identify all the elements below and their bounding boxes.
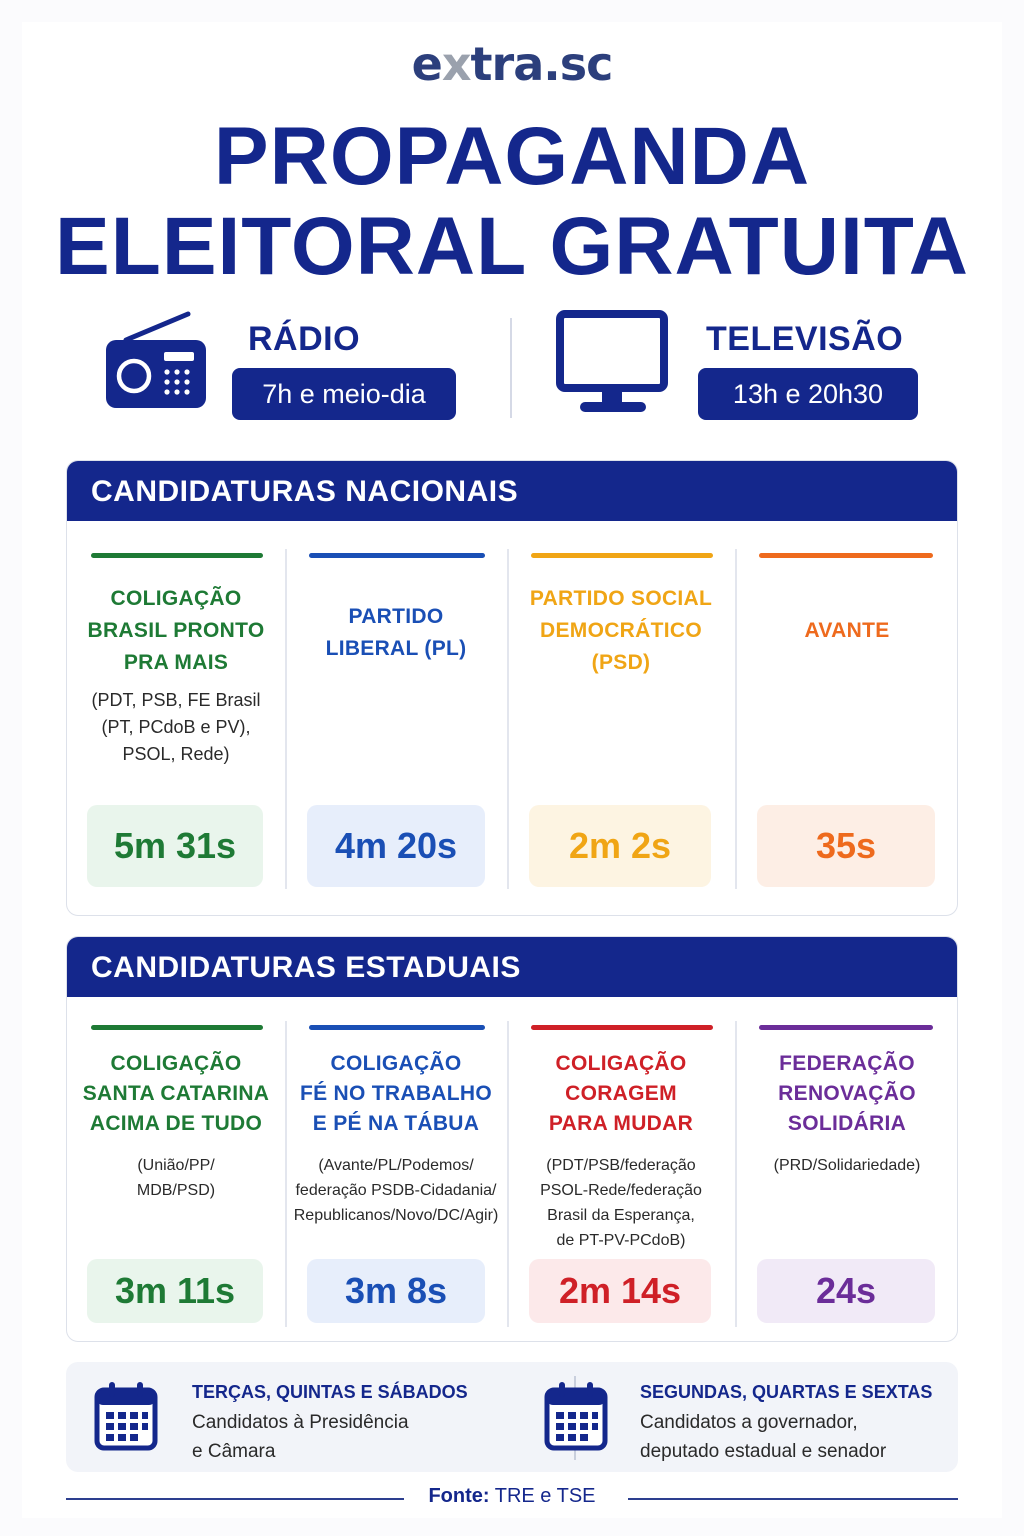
schedule-days-1: TERÇAS, QUINTAS E SÁBADOS — [192, 1382, 468, 1402]
estaduais-column — [735, 937, 958, 1341]
color-bar — [309, 1025, 485, 1030]
party-name — [285, 601, 507, 665]
party-members — [507, 1153, 735, 1253]
party-members-line: federação PSDB-Cidadania/ — [295, 1182, 497, 1199]
estaduais-column — [67, 937, 285, 1341]
schedule-desc-1 — [192, 1408, 409, 1466]
title-line-2: ELEITORAL GRATUITA — [55, 201, 969, 292]
schedule-desc-2-line1: Candidatos a governador, — [640, 1412, 858, 1433]
party-name — [285, 1049, 507, 1139]
schedule-desc-2 — [640, 1408, 886, 1466]
party-members-line: PSOL, Rede) — [122, 744, 230, 764]
party-name-line: AVANTE — [804, 619, 890, 642]
section-estaduais-heading: CANDIDATURAS ESTADUAIS — [67, 937, 957, 997]
party-name-line: FEDERAÇÃO — [779, 1052, 915, 1075]
party-members-line: (PDT, PSB, FE Brasil — [91, 690, 261, 710]
party-members-line: (Avante/PL/Podemos/ — [318, 1157, 474, 1174]
airtime-value: 24s — [757, 1259, 935, 1323]
footer-label: Fonte: — [428, 1485, 490, 1507]
party-members-line: (PDT/PSB/federação — [546, 1157, 696, 1174]
party-members — [67, 687, 285, 768]
section-nacionais — [66, 460, 958, 916]
party-name — [507, 1049, 735, 1139]
party-name-line: ACIMA DE TUDO — [89, 1112, 263, 1135]
party-name-line: CORAGEM — [565, 1082, 677, 1105]
color-bar — [91, 1025, 263, 1030]
party-name-line: BRASIL PRONTO — [87, 619, 265, 642]
party-name-line: FÉ NO TRABALHO — [299, 1082, 493, 1105]
party-name — [507, 583, 735, 679]
logo-text-x: x — [441, 37, 471, 91]
party-members-line: Brasil da Esperança, — [547, 1207, 695, 1224]
party-name-line: SANTA CATARINA — [82, 1082, 270, 1105]
party-name-line: SOLIDÁRIA — [787, 1112, 907, 1135]
footer-source — [412, 1485, 612, 1508]
party-name-line: PARTIDO — [348, 605, 444, 628]
party-name — [67, 1049, 285, 1139]
footer-source-text: TRE e TSE — [494, 1485, 596, 1507]
party-name-line: RENOVAÇÃO — [778, 1082, 916, 1105]
party-members-line: (PRD/Solidariedade) — [773, 1157, 921, 1174]
estaduais-column — [507, 937, 735, 1341]
brand-logo — [0, 36, 1024, 92]
party-name-line: E PÉ NA TÁBUA — [312, 1112, 480, 1135]
schedule-panel — [66, 1362, 958, 1472]
party-members-line: MDB/PSD) — [136, 1182, 216, 1199]
party-name — [67, 583, 285, 679]
section-estaduais — [66, 936, 958, 1342]
color-bar — [759, 553, 933, 558]
calendar-icon — [544, 1380, 608, 1452]
radio-schedule: 7h e meio-dia — [232, 368, 456, 420]
airtime-value: 3m 8s — [307, 1259, 485, 1323]
schedule-desc-1-line1: Candidatos à Presidência — [192, 1412, 409, 1433]
party-members — [735, 1153, 958, 1178]
footer-rule-left — [66, 1498, 404, 1500]
party-members — [67, 1153, 285, 1203]
title-line-1: PROPAGANDA — [213, 111, 811, 202]
schedule-desc-2-line2: deputado estadual e senador — [640, 1441, 887, 1462]
airtime-value: 35s — [757, 805, 935, 887]
party-name-line: DEMOCRÁTICO — [540, 619, 702, 642]
nacionais-column — [67, 461, 285, 915]
section-nacionais-heading: CANDIDATURAS NACIONAIS — [67, 461, 957, 521]
party-members-line: Republicanos/Novo/DC/Agir) — [293, 1207, 499, 1224]
nacionais-column — [285, 461, 507, 915]
radio-icon — [104, 310, 208, 410]
tv-schedule: 13h e 20h30 — [698, 368, 918, 420]
color-bar — [531, 1025, 713, 1030]
airtime-value: 2m 2s — [529, 805, 711, 887]
tv-label: TELEVISÃO — [706, 320, 904, 358]
airtime-value: 3m 11s — [87, 1259, 263, 1323]
nacionais-column — [507, 461, 735, 915]
footer-rule-right — [628, 1498, 958, 1500]
nacionais-column — [735, 461, 958, 915]
schedule-desc-1-line2: e Câmara — [192, 1441, 276, 1462]
airtime-value: 5m 31s — [87, 805, 263, 887]
party-name-line: PARTIDO SOCIAL — [529, 587, 713, 610]
party-name-line: COLIGAÇÃO — [110, 1052, 242, 1075]
party-members-line: de PT-PV-PCdoB) — [556, 1232, 686, 1249]
party-name-line: COLIGAÇÃO — [555, 1052, 687, 1075]
party-members-line: (União/PP/ — [137, 1157, 215, 1174]
party-members-line: PSOL-Rede/federação — [540, 1182, 702, 1199]
party-name-line: LIBERAL (PL) — [325, 637, 467, 660]
party-name-line: (PSD) — [591, 651, 651, 674]
logo-text-1: e — [411, 37, 442, 91]
media-divider — [510, 318, 512, 418]
airtime-value: 2m 14s — [529, 1259, 711, 1323]
estaduais-column — [285, 937, 507, 1341]
airtime-value: 4m 20s — [307, 805, 485, 887]
party-members-line: (PT, PCdoB e PV), — [101, 717, 251, 737]
calendar-icon — [94, 1380, 158, 1452]
party-name-line: PRA MAIS — [123, 651, 229, 674]
color-bar — [91, 553, 263, 558]
schedule-days-2: SEGUNDAS, QUARTAS E SEXTAS — [640, 1382, 933, 1402]
party-name — [735, 1049, 958, 1139]
party-members — [285, 1153, 507, 1228]
radio-label: RÁDIO — [248, 320, 361, 358]
tv-icon — [556, 310, 674, 418]
color-bar — [759, 1025, 933, 1030]
party-name-line: COLIGAÇÃO — [330, 1052, 462, 1075]
party-name-line: PARA MUDAR — [548, 1112, 694, 1135]
color-bar — [309, 553, 485, 558]
logo-text-2: tra.sc — [470, 37, 613, 91]
party-name — [735, 615, 958, 647]
color-bar — [531, 553, 713, 558]
party-name-line: COLIGAÇÃO — [110, 587, 242, 610]
